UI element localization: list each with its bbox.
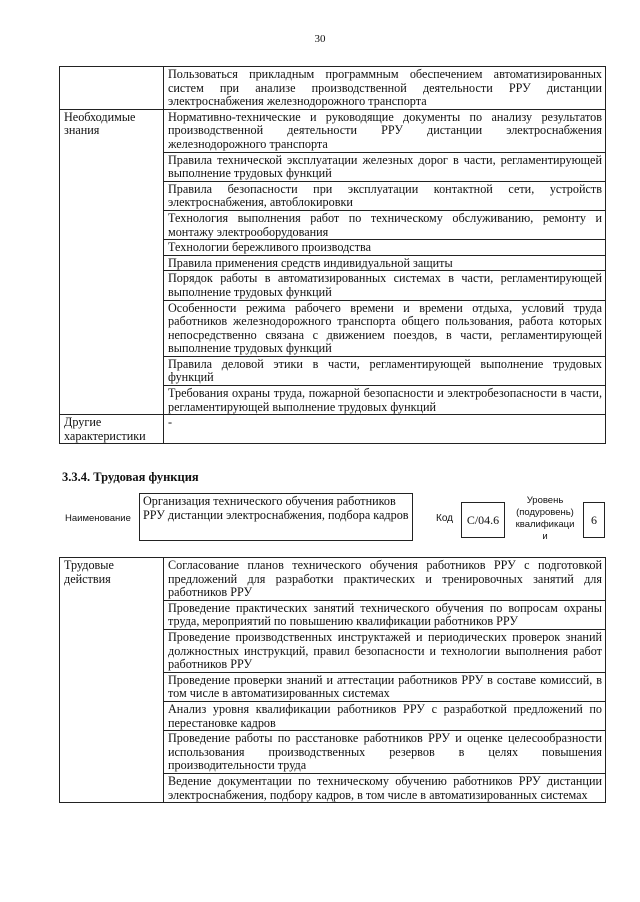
knowledge-item: Нормативно-технические и руководящие документы по анализу результатов производственной деятельности РРУ дистанции электроснабжения железнодорожного транспорта (164, 109, 606, 152)
other-characteristics-value: - (164, 415, 606, 444)
knowledge-item: Особенности режима рабочего времени и времени отдыха, условий труда работников железнодорожного транспорта общего пользования, работа которых непосредственно связана с движением поездов, в части, регламентирующей выполнение трудовых функций (164, 300, 606, 356)
action-item: Ведение документации по техническому обучению работников РРУ дистанции электроснабжения, подбору кадров, в том числе в автоматизированных системах (164, 773, 606, 802)
knowledge-item: Правила технической эксплуатации железных дорог в части, регламентирующей выполнение трудовых функций (164, 152, 606, 181)
actions-table (59, 557, 606, 803)
actions-label: Трудовые действия (60, 558, 164, 803)
knowledge-table (59, 66, 606, 444)
action-item: Согласование планов технического обучения работников РРУ с подготовкой предложений для разработки практических и тренировочных занятий для работников РРУ (164, 558, 606, 601)
section-heading: 3.3.4. Трудовая функция (62, 470, 199, 484)
table-row (60, 67, 606, 110)
action-item: Проведение проверки знаний и аттестации работников РРУ в составе комиссий, в том числе в автоматизированных системах (164, 672, 606, 701)
empty-label-cell (60, 67, 164, 110)
action-item: Проведение работы по расстановке работников РРУ и оценке целесообразности использования производственных резервов в целях повышения производительности труда (164, 731, 606, 774)
skill-cell: Пользоваться прикладным программным обеспечением автоматизированных систем при анализе производственной деятельности РРУ дистанции электроснабжения железнодорожного транспорта (164, 67, 606, 110)
table-row (60, 558, 606, 601)
level-label: Уровень (подуровень) квалификаци и (515, 495, 575, 542)
page-number: 30 (314, 33, 326, 45)
table-row (60, 415, 606, 444)
knowledge-item: Порядок работы в автоматизированных системах в части, регламентирующей выполнение трудовых функций (164, 271, 606, 300)
action-item: Проведение производственных инструктажей и периодических проверок знаний должностных инструкций, правил безопасности и технологии выполнения работ работников РРУ (164, 629, 606, 672)
action-item: Проведение практических занятий технического обучения по вопросам охраны труда, мероприятий по повышению квалификации работников РРУ (164, 600, 606, 629)
knowledge-item: Технологии бережливого производства (164, 240, 606, 256)
knowledge-label: Необходимые знания (60, 109, 164, 414)
knowledge-item: Требования охраны труда, пожарной безопасности и электробезопасности в части, регламентирующей выполнение трудовых функций (164, 386, 606, 415)
knowledge-item: Правила деловой этики в части, регламентирующей выполнение трудовых функций (164, 356, 606, 385)
name-label: Наименование (65, 513, 131, 524)
knowledge-item: Правила безопасности при эксплуатации контактной сети, устройств электроснабжения, автоблокировки (164, 181, 606, 210)
labor-function-header (59, 493, 607, 545)
action-item: Анализ уровня квалификации работников РРУ с разработкой предложений по перестановке кадров (164, 701, 606, 730)
knowledge-item: Правила применения средств индивидуальной защиты (164, 255, 606, 271)
table-row (60, 109, 606, 152)
function-name-box: Организация технического обучения работников РРУ дистанции электроснабжения, подбора кадров (139, 493, 413, 541)
knowledge-item: Технология выполнения работ по техническому обслуживанию, ремонту и монтажу электрооборудования (164, 210, 606, 239)
other-characteristics-label: Другие характеристики (60, 415, 164, 444)
code-label: Код (436, 513, 454, 524)
code-box: C/04.6 (461, 502, 505, 538)
level-box: 6 (583, 502, 605, 538)
